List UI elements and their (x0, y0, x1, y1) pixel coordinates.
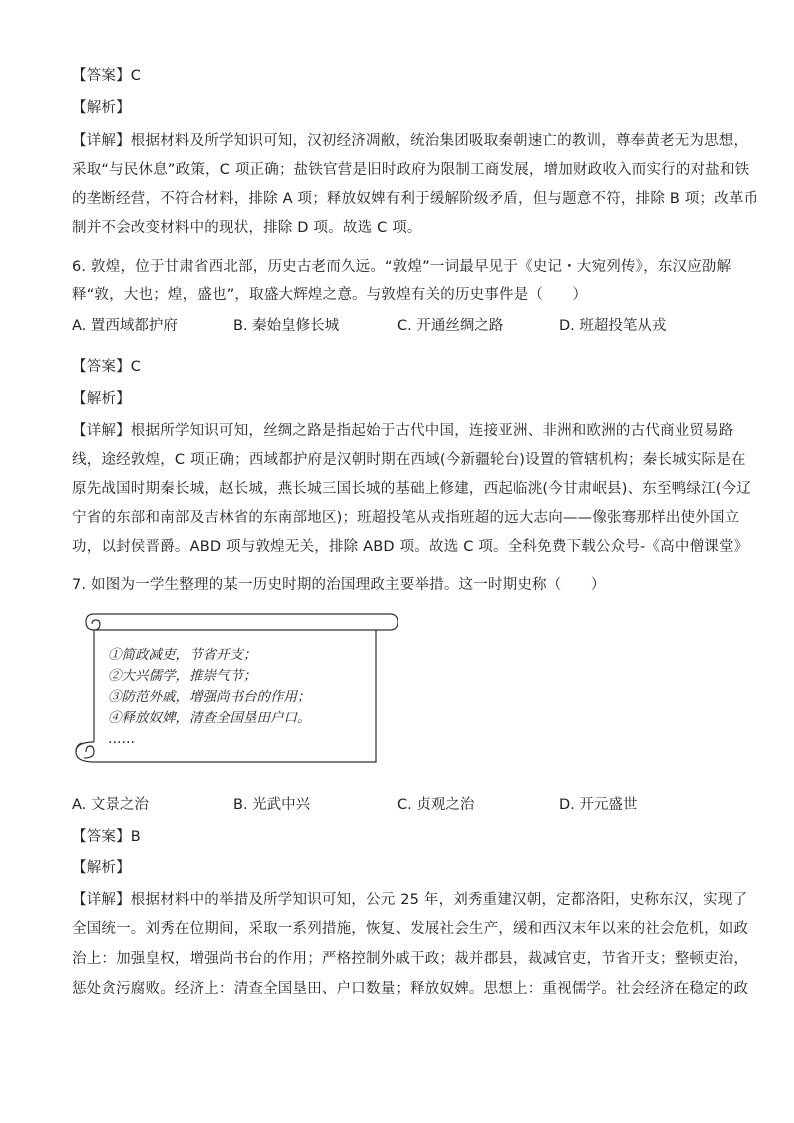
scroll-illustration (72, 612, 398, 764)
q7-detail-line: 全国统一。刘秀在位期间，采取一系列措施，恢复、发展社会生产，缓和西汉末年以来的社会危机，如政 (72, 921, 749, 937)
q6-stem-line: 6. 敦煌，位于甘肃省西北部，历史古老而久远。“敦煌”一词最早见于《史记・大宛列传》，东汉应劭解 (72, 259, 732, 275)
q7-detail-line: 治上：加强皇权，增强尚书台的作用；严格控制外戚干政；裁并郡县，裁减官吏，节省开支；整顿吏治， (72, 951, 749, 967)
q5-detail-line: 制并不会改变材料中的现状，排除 D 项。故选 C 项。 (72, 220, 422, 236)
q6-stem-line: 释“敦，大也；煌，盛也”，取盛大辉煌之意。与敦煌有关的历史事件是（ ） (72, 287, 588, 303)
q7-analysis-heading: 【解析】 (72, 860, 131, 876)
q6-option-b: B. 秦始皇修长城 (233, 318, 340, 334)
q6-option-c: C. 开通丝绸之路 (397, 318, 504, 334)
q7-option-d: D. 开元盛世 (559, 797, 638, 813)
q7-option-b: B. 光武中兴 (233, 797, 311, 813)
q6-option-a: A. 置西域都护府 (72, 318, 178, 334)
q6-detail-line: 功，以封侯晋爵。ABD 项与敦煌无关，排除 ABD 项。故选 C 项。全科免费下载公众号-《高中僧课堂》 (72, 539, 749, 555)
scroll-item: ①简政减吏，节省开支； (108, 647, 257, 663)
q6-detail-line: 【详解】根据所学知识可知，丝绸之路是指起始于古代中国，连接亚洲、非洲和欧洲的古代商业贸易路 (72, 423, 734, 439)
q7-option-a: A. 文景之治 (72, 797, 149, 813)
q5-detail-line: 【详解】根据材料及所学知识可知，汉初经济凋敝，统治集团吸取秦朝速亡的教训，尊奉黄老无为思想， (72, 133, 749, 149)
q5-analysis-heading: 【解析】 (72, 100, 131, 116)
scroll-item: …… (108, 731, 135, 747)
q5-detail-line: 的垄断经营，不符合材料，排除 A 项；释放奴婢有利于缓解阶级矛盾，但与题意不符，排除 B 项；改革币 (72, 191, 759, 207)
q6-detail-line: 宁省的东部和南部及吉林省的东南部地区)；班超投笔从戎指班超的远大志向——像张骞那样出使外国立 (72, 510, 740, 526)
q5-detail-line: 采取“与民休息”政策，C 项正确；盐铁官营是旧时政府为限制工商发展，增加财政收入而实行的对盐和铁 (72, 162, 750, 178)
q6-option-d: D. 班超投笔从戎 (559, 318, 667, 334)
scroll-item: ③防范外戚，增强尚书台的作用； (108, 689, 311, 705)
q7-detail-line: 惩处贪污腐败。经济上：清查全国垦田、户口数量；释放奴婢。思想上：重视儒学。社会经济在稳定的政 (72, 981, 749, 997)
q7-stem: 7. 如图为一学生整理的某一历史时期的治国理政主要举措。这一时期史称（ ） (72, 577, 606, 593)
q7-option-c: C. 贞观之治 (397, 797, 475, 813)
q6-detail-line: 原先战国时期秦长城，赵长城，燕长城三国长城的基础上修建，西起临洮(今甘肃岷县)、东至鸭绿江(今辽 (72, 481, 752, 497)
q7-detail-line: 【详解】根据材料中的举措及所学知识可知，公元 25 年，刘秀重建汉朝，定都洛阳，史称东汉，实现了 (72, 892, 748, 908)
q7-answer: 【答案】B (72, 829, 141, 845)
q6-detail-line: 线，途经敦煌，C 项正确；西域都护府是汉朝时期在西域(今新疆轮台)设置的管辖机构；秦长城实际是在 (72, 452, 746, 468)
scroll-item: ②大兴儒学，推崇气节； (108, 668, 257, 684)
q6-answer: 【答案】C (72, 359, 142, 375)
q6-analysis-heading: 【解析】 (72, 391, 131, 407)
scroll-item: ④释放奴婢，清查全国垦田户口。 (108, 710, 311, 726)
q5-answer: 【答案】C (72, 68, 142, 84)
